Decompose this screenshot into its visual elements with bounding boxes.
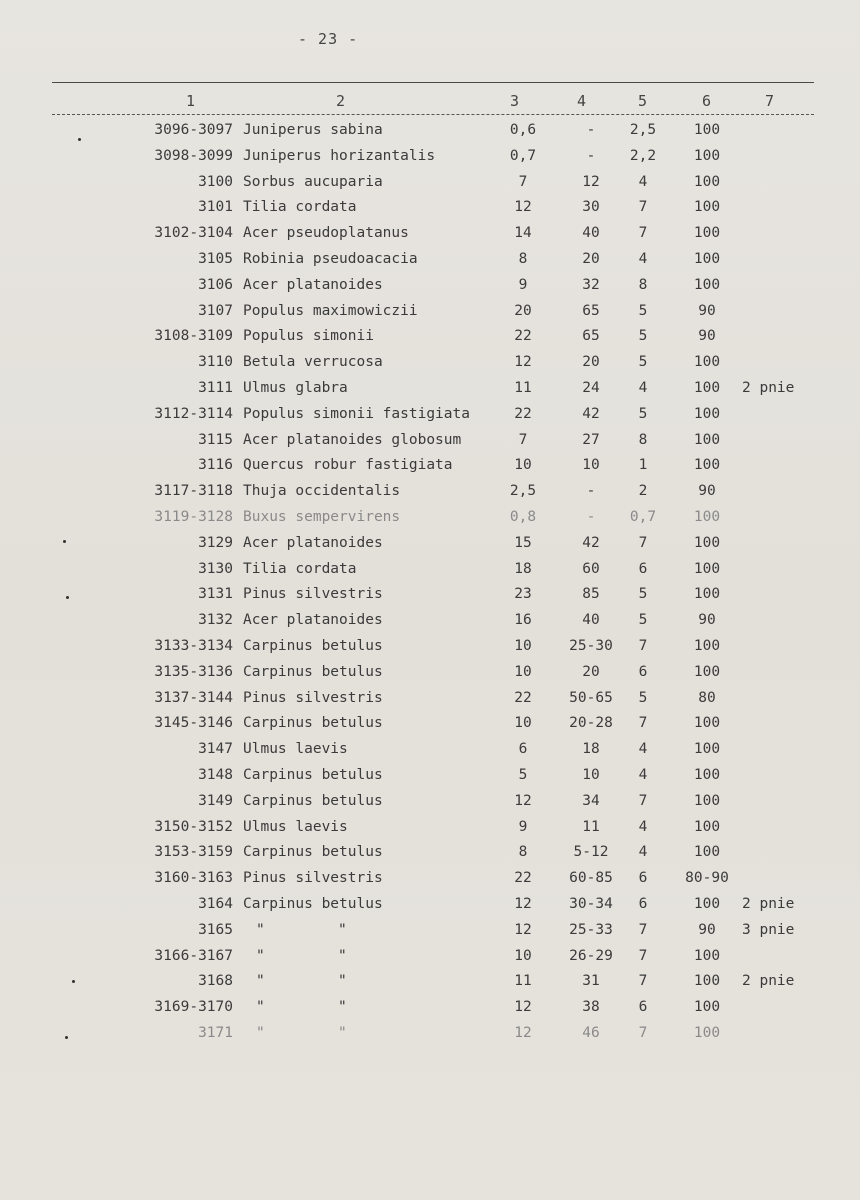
table-row bbox=[0, 533, 860, 559]
column-4-value: 20 bbox=[582, 251, 600, 267]
catalog-number: 3130 bbox=[198, 560, 233, 577]
species-name: Quercus robur fastigiata bbox=[243, 457, 453, 474]
column-5-value: 6 bbox=[638, 896, 648, 912]
column-5-value: 7 bbox=[638, 792, 648, 809]
ditto-mark-species: " bbox=[338, 921, 347, 938]
column-header-2: 2 bbox=[336, 92, 346, 110]
catalog-number: 3111 bbox=[198, 380, 233, 396]
column-6-value: 80-90 bbox=[685, 870, 729, 887]
catalog-number: 3150-3152 bbox=[154, 818, 233, 835]
catalog-number: 3110 bbox=[198, 354, 233, 371]
species-name: Pinus silvestris bbox=[243, 689, 383, 706]
column-6-value: 100 bbox=[693, 896, 721, 912]
column-6-value: 90 bbox=[698, 302, 716, 319]
catalog-number: 3117-3118 bbox=[154, 483, 233, 500]
table-top-rule bbox=[52, 82, 814, 83]
table-row bbox=[0, 791, 860, 817]
species-name: Pinus silvestris bbox=[243, 586, 383, 603]
column-header-6: 6 bbox=[702, 92, 712, 110]
column-3-value: 11 bbox=[514, 380, 532, 396]
catalog-number: 3135-3136 bbox=[154, 663, 233, 680]
column-5-value: 7 bbox=[638, 921, 648, 938]
species-name: Ulmus laevis bbox=[243, 818, 348, 835]
table-row bbox=[0, 688, 860, 714]
table-row bbox=[0, 920, 860, 946]
species-name: Carpinus betulus bbox=[243, 638, 383, 654]
table-row bbox=[0, 559, 860, 585]
column-5-value: 4 bbox=[638, 380, 648, 396]
column-5-value: 7 bbox=[638, 715, 648, 732]
column-5-value: 2 bbox=[638, 483, 648, 500]
column-6-value: 100 bbox=[693, 122, 721, 138]
column-5-value: 6 bbox=[638, 999, 648, 1016]
column-6-value: 90 bbox=[698, 328, 716, 345]
column-6-value: 90 bbox=[698, 483, 716, 500]
table-row bbox=[0, 765, 860, 791]
column-3-value: 9 bbox=[518, 276, 528, 293]
species-name: Populus simonii bbox=[243, 328, 374, 345]
species-name: Tilia cordata bbox=[243, 199, 357, 216]
species-name: Acer platanoides bbox=[243, 276, 383, 293]
column-3-value: 6 bbox=[518, 741, 528, 758]
column-4-value: - bbox=[586, 147, 596, 164]
column-5-value: 6 bbox=[638, 870, 648, 887]
column-3-value: 22 bbox=[514, 328, 532, 345]
column-4-value: 85 bbox=[582, 586, 600, 603]
species-name: Pinus silvestris bbox=[243, 870, 383, 887]
species-name: Ulmus laevis bbox=[243, 741, 348, 758]
species-name: Populus simonii fastigiata bbox=[243, 405, 470, 422]
column-5-value: 1 bbox=[638, 457, 648, 474]
column-6-value: 100 bbox=[693, 251, 721, 267]
catalog-number: 3133-3134 bbox=[154, 638, 233, 654]
column-6-value: 100 bbox=[693, 792, 721, 809]
column-4-value: 60 bbox=[582, 560, 600, 577]
species-name: Juniperus sabina bbox=[243, 122, 383, 138]
column-3-value: 12 bbox=[514, 792, 532, 809]
catalog-number: 3119-3128 bbox=[154, 509, 233, 525]
column-3-value: 23 bbox=[514, 586, 532, 603]
column-6-value: 100 bbox=[693, 509, 721, 525]
column-4-value: 34 bbox=[582, 792, 600, 809]
column-6-value: 100 bbox=[693, 380, 721, 396]
column-4-value: 50-65 bbox=[569, 689, 613, 706]
speck-mark bbox=[72, 980, 75, 983]
column-header-3: 3 bbox=[510, 92, 520, 110]
column-4-value: 26-29 bbox=[569, 947, 613, 964]
column-3-value: 12 bbox=[514, 921, 532, 938]
column-5-value: 4 bbox=[638, 251, 648, 267]
ditto-mark-genus: " bbox=[256, 921, 265, 938]
column-5-value: 5 bbox=[638, 405, 648, 422]
table-row bbox=[0, 842, 860, 868]
species-name: Carpinus betulus bbox=[243, 663, 383, 680]
table-row bbox=[0, 146, 860, 172]
species-name: Thuja occidentalis bbox=[243, 483, 401, 500]
table-row bbox=[0, 120, 860, 146]
catalog-number: 3148 bbox=[198, 767, 233, 783]
column-4-value: 30-34 bbox=[569, 896, 613, 912]
column-6-value: 90 bbox=[698, 612, 716, 629]
column-5-value: 5 bbox=[638, 302, 648, 319]
column-header-4: 4 bbox=[577, 92, 587, 110]
column-3-value: 12 bbox=[514, 1025, 532, 1041]
column-6-value: 100 bbox=[693, 457, 721, 474]
column-3-value: 20 bbox=[514, 302, 532, 319]
table-row bbox=[0, 1023, 860, 1049]
column-3-value: 2,5 bbox=[509, 483, 537, 500]
table-row bbox=[0, 971, 860, 997]
column-6-value: 100 bbox=[693, 973, 721, 990]
column-6-value: 100 bbox=[693, 225, 721, 242]
catalog-number: 3145-3146 bbox=[154, 715, 233, 732]
column-4-value: 42 bbox=[582, 405, 600, 422]
species-name: Robinia pseudoacacia bbox=[243, 251, 418, 267]
column-3-value: 12 bbox=[514, 199, 532, 216]
catalog-number: 3160-3163 bbox=[154, 870, 233, 887]
column-4-value: 18 bbox=[582, 741, 600, 758]
column-3-value: 18 bbox=[514, 560, 532, 577]
column-5-value: 8 bbox=[638, 431, 648, 448]
speck-mark bbox=[63, 540, 66, 543]
catalog-number: 3106 bbox=[198, 276, 233, 293]
column-3-value: 10 bbox=[514, 715, 532, 732]
table-row bbox=[0, 481, 860, 507]
column-3-value: 15 bbox=[514, 534, 532, 551]
header-rule bbox=[52, 114, 814, 115]
table-row bbox=[0, 301, 860, 327]
ditto-mark-species: " bbox=[338, 973, 347, 990]
species-name: Populus maximowiczii bbox=[243, 302, 418, 319]
column-3-value: 7 bbox=[518, 431, 528, 448]
column-5-value: 5 bbox=[638, 689, 648, 706]
catalog-number: 3164 bbox=[198, 896, 233, 912]
table-row bbox=[0, 223, 860, 249]
table-row bbox=[0, 610, 860, 636]
column-3-value: 22 bbox=[514, 689, 532, 706]
column-5-value: 8 bbox=[638, 276, 648, 293]
column-7-note: 2 pnie bbox=[742, 380, 795, 396]
column-4-value: 46 bbox=[582, 1025, 600, 1041]
catalog-number: 3107 bbox=[198, 302, 233, 319]
column-5-value: 5 bbox=[638, 354, 648, 371]
table-row bbox=[0, 275, 860, 301]
table-row bbox=[0, 197, 860, 223]
catalog-number: 3165 bbox=[198, 921, 233, 938]
column-3-value: 16 bbox=[514, 612, 532, 629]
speck-mark bbox=[78, 138, 81, 141]
column-3-value: 10 bbox=[514, 663, 532, 680]
column-3-value: 11 bbox=[514, 973, 532, 990]
column-3-value: 12 bbox=[514, 354, 532, 371]
table-row bbox=[0, 404, 860, 430]
catalog-number: 3131 bbox=[198, 586, 233, 603]
column-7-note: 2 pnie bbox=[742, 896, 795, 912]
species-name: Carpinus betulus bbox=[243, 896, 383, 912]
column-4-value: 38 bbox=[582, 999, 600, 1016]
catalog-number: 3147 bbox=[198, 741, 233, 758]
column-header-5: 5 bbox=[638, 92, 648, 110]
species-name: Sorbus aucuparia bbox=[243, 173, 383, 190]
column-5-value: 0,7 bbox=[629, 509, 657, 525]
table-row bbox=[0, 997, 860, 1023]
column-4-value: 20-28 bbox=[569, 715, 613, 732]
catalog-number: 3100 bbox=[198, 173, 233, 190]
column-3-value: 9 bbox=[518, 818, 528, 835]
column-6-value: 100 bbox=[693, 767, 721, 783]
catalog-number: 3171 bbox=[198, 1025, 233, 1041]
column-4-value: 10 bbox=[582, 457, 600, 474]
column-7-note: 3 pnie bbox=[742, 921, 795, 938]
column-4-value: 31 bbox=[582, 973, 600, 990]
column-6-value: 100 bbox=[693, 405, 721, 422]
column-4-value: - bbox=[586, 122, 596, 138]
column-6-value: 100 bbox=[693, 1025, 721, 1041]
column-5-value: 7 bbox=[638, 1025, 648, 1041]
table-row bbox=[0, 249, 860, 275]
column-6-value: 100 bbox=[693, 147, 721, 164]
species-name: Betula verrucosa bbox=[243, 354, 383, 371]
catalog-number: 3168 bbox=[198, 973, 233, 990]
column-4-value: 5-12 bbox=[573, 844, 609, 861]
column-5-value: 4 bbox=[638, 767, 648, 783]
table-row bbox=[0, 352, 860, 378]
column-3-value: 10 bbox=[514, 638, 532, 654]
column-4-value: 32 bbox=[582, 276, 600, 293]
ditto-mark-species: " bbox=[338, 947, 347, 964]
column-6-value: 80 bbox=[698, 689, 716, 706]
column-3-value: 7 bbox=[518, 173, 528, 190]
table-row bbox=[0, 817, 860, 843]
catalog-number: 3169-3170 bbox=[154, 999, 233, 1016]
table-row bbox=[0, 636, 860, 662]
column-6-value: 100 bbox=[693, 560, 721, 577]
column-3-value: 10 bbox=[514, 947, 532, 964]
column-5-value: 7 bbox=[638, 973, 648, 990]
column-header-1: 1 bbox=[186, 92, 196, 110]
column-6-value: 100 bbox=[693, 276, 721, 293]
column-6-value: 100 bbox=[693, 741, 721, 758]
column-4-value: 20 bbox=[582, 663, 600, 680]
column-4-value: 10 bbox=[582, 767, 600, 783]
species-name: Acer platanoides bbox=[243, 612, 383, 629]
column-6-value: 100 bbox=[693, 534, 721, 551]
catalog-number: 3101 bbox=[198, 199, 233, 216]
ditto-mark-genus: " bbox=[256, 999, 265, 1016]
ditto-mark-genus: " bbox=[256, 1025, 265, 1041]
table-row bbox=[0, 662, 860, 688]
column-6-value: 100 bbox=[693, 199, 721, 216]
column-4-value: 60-85 bbox=[569, 870, 613, 887]
catalog-number: 3132 bbox=[198, 612, 233, 629]
column-4-value: 25-30 bbox=[569, 638, 613, 654]
column-6-value: 100 bbox=[693, 818, 721, 835]
species-name: Acer platanoides bbox=[243, 534, 383, 551]
column-6-value: 100 bbox=[693, 354, 721, 371]
table-row bbox=[0, 172, 860, 198]
column-4-value: - bbox=[586, 483, 596, 500]
column-3-value: 22 bbox=[514, 405, 532, 422]
column-3-value: 12 bbox=[514, 999, 532, 1016]
table-row bbox=[0, 894, 860, 920]
species-name: Carpinus betulus bbox=[243, 767, 383, 783]
page-number: - 23 - bbox=[298, 30, 359, 48]
species-name: Acer pseudoplatanus bbox=[243, 225, 409, 242]
table-row bbox=[0, 326, 860, 352]
column-6-value: 100 bbox=[693, 586, 721, 603]
column-5-value: 4 bbox=[638, 741, 648, 758]
column-4-value: - bbox=[586, 509, 596, 525]
column-4-value: 11 bbox=[582, 818, 600, 835]
column-3-value: 5 bbox=[518, 767, 528, 783]
ditto-mark-species: " bbox=[338, 999, 347, 1016]
catalog-number: 3129 bbox=[198, 534, 233, 551]
column-header-7: 7 bbox=[765, 92, 775, 110]
column-4-value: 65 bbox=[582, 302, 600, 319]
column-5-value: 4 bbox=[638, 173, 648, 190]
column-5-value: 6 bbox=[638, 560, 648, 577]
column-5-value: 5 bbox=[638, 586, 648, 603]
catalog-number: 3166-3167 bbox=[154, 947, 233, 964]
table-row bbox=[0, 584, 860, 610]
species-name: Acer platanoides globosum bbox=[243, 431, 462, 448]
column-5-value: 7 bbox=[638, 534, 648, 551]
table-row bbox=[0, 507, 860, 533]
table-row bbox=[0, 946, 860, 972]
speck-mark bbox=[66, 596, 69, 599]
ditto-mark-species: " bbox=[338, 1025, 347, 1041]
column-3-value: 0,7 bbox=[509, 147, 537, 164]
species-name: Buxus sempervirens bbox=[243, 509, 401, 525]
column-4-value: 27 bbox=[582, 431, 600, 448]
species-name: Carpinus betulus bbox=[243, 715, 383, 732]
ditto-mark-genus: " bbox=[256, 947, 265, 964]
column-3-value: 8 bbox=[518, 251, 528, 267]
column-4-value: 40 bbox=[582, 225, 600, 242]
column-5-value: 2,5 bbox=[629, 122, 657, 138]
catalog-number: 3149 bbox=[198, 792, 233, 809]
catalog-number: 3153-3159 bbox=[154, 844, 233, 861]
column-3-value: 0,8 bbox=[509, 509, 537, 525]
species-name: Carpinus betulus bbox=[243, 792, 383, 809]
column-6-value: 100 bbox=[693, 638, 721, 654]
column-3-value: 8 bbox=[518, 844, 528, 861]
column-4-value: 24 bbox=[582, 380, 600, 396]
column-6-value: 90 bbox=[698, 921, 716, 938]
table-row bbox=[0, 378, 860, 404]
column-3-value: 10 bbox=[514, 457, 532, 474]
table-row bbox=[0, 713, 860, 739]
catalog-number: 3105 bbox=[198, 251, 233, 267]
column-5-value: 4 bbox=[638, 818, 648, 835]
catalog-number: 3098-3099 bbox=[154, 147, 233, 164]
column-4-value: 30 bbox=[582, 199, 600, 216]
column-4-value: 12 bbox=[582, 173, 600, 190]
column-3-value: 0,6 bbox=[509, 122, 537, 138]
catalog-number: 3108-3109 bbox=[154, 328, 233, 345]
column-4-value: 25-33 bbox=[569, 921, 613, 938]
species-name: Carpinus betulus bbox=[243, 844, 383, 861]
column-6-value: 100 bbox=[693, 431, 721, 448]
column-3-value: 12 bbox=[514, 896, 532, 912]
column-6-value: 100 bbox=[693, 173, 721, 190]
species-name: Tilia cordata bbox=[243, 560, 357, 577]
species-name: Juniperus horizantalis bbox=[243, 147, 436, 164]
catalog-number: 3115 bbox=[198, 431, 233, 448]
catalog-number: 3112-3114 bbox=[154, 405, 233, 422]
column-5-value: 5 bbox=[638, 328, 648, 345]
speck-mark bbox=[65, 1036, 68, 1039]
column-5-value: 7 bbox=[638, 638, 648, 654]
column-3-value: 22 bbox=[514, 870, 532, 887]
table-row bbox=[0, 430, 860, 456]
column-5-value: 4 bbox=[638, 844, 648, 861]
column-3-value: 14 bbox=[514, 225, 532, 242]
column-6-value: 100 bbox=[693, 663, 721, 680]
column-5-value: 7 bbox=[638, 199, 648, 216]
column-5-value: 5 bbox=[638, 612, 648, 629]
catalog-number: 3102-3104 bbox=[154, 225, 233, 242]
catalog-number: 3137-3144 bbox=[154, 689, 233, 706]
column-5-value: 6 bbox=[638, 663, 648, 680]
column-4-value: 42 bbox=[582, 534, 600, 551]
catalog-number: 3116 bbox=[198, 457, 233, 474]
column-4-value: 20 bbox=[582, 354, 600, 371]
column-4-value: 40 bbox=[582, 612, 600, 629]
column-6-value: 100 bbox=[693, 715, 721, 732]
table-row bbox=[0, 455, 860, 481]
table-row bbox=[0, 739, 860, 765]
column-6-value: 100 bbox=[693, 844, 721, 861]
column-6-value: 100 bbox=[693, 999, 721, 1016]
species-name: Ulmus glabra bbox=[243, 380, 348, 396]
column-4-value: 65 bbox=[582, 328, 600, 345]
ditto-mark-genus: " bbox=[256, 973, 265, 990]
column-6-value: 100 bbox=[693, 947, 721, 964]
column-5-value: 7 bbox=[638, 225, 648, 242]
column-5-value: 7 bbox=[638, 947, 648, 964]
column-7-note: 2 pnie bbox=[742, 973, 795, 990]
column-5-value: 2,2 bbox=[629, 147, 657, 164]
catalog-number: 3096-3097 bbox=[154, 122, 233, 138]
table-row bbox=[0, 868, 860, 894]
